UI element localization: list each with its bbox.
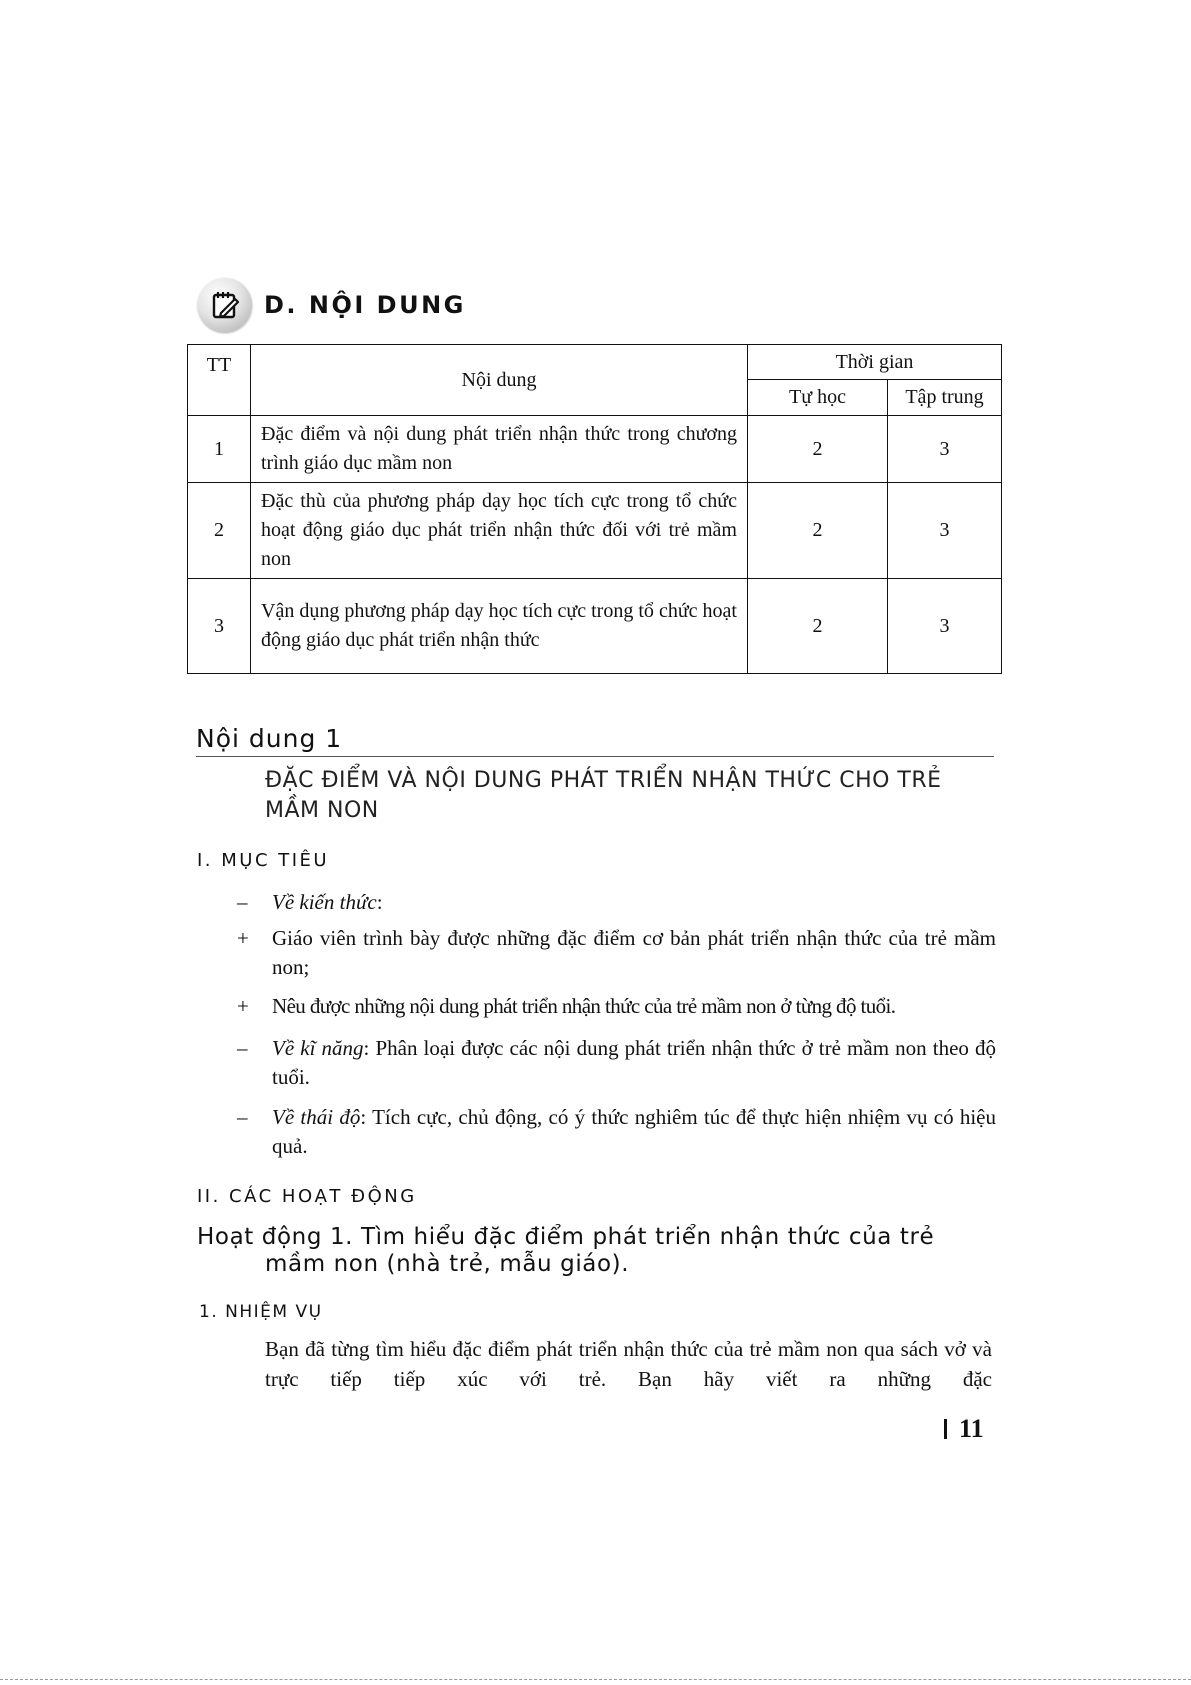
table-row xyxy=(188,483,1002,579)
row-group: 3 xyxy=(888,579,1002,674)
objective-label: Về kiến thức xyxy=(272,890,377,914)
row-group: 3 xyxy=(888,483,1002,579)
notepad-pencil-icon xyxy=(198,278,252,332)
objective-text: : xyxy=(376,890,383,914)
row-tt: 1 xyxy=(188,416,251,483)
row-content: Đặc điểm và nội dung phát triển nhận thức trong chương trình giáo dục mầm non xyxy=(251,416,748,483)
objective-label: Về kĩ năng xyxy=(272,1036,364,1060)
row-tt: 2 xyxy=(188,483,251,579)
list-item xyxy=(230,1103,996,1161)
header-time: Thời gian xyxy=(748,345,1002,380)
header-group: Tập trung xyxy=(888,380,1002,416)
objective-label: Về thái độ xyxy=(272,1105,361,1129)
objectives-heading: I. MỤC TIÊU xyxy=(197,850,330,871)
activity-title xyxy=(197,1224,987,1278)
row-content: Vận dụng phương pháp dạy học tích cực trong tổ chức hoạt động giáo dục phát triển nhận thức xyxy=(251,579,748,674)
row-content: Đặc thù của phương pháp dạy học tích cực trong tổ chức hoạt động giáo dục phát triển nhận thức đối với trẻ mầm non xyxy=(251,483,748,579)
header-content: Nội dung xyxy=(251,345,748,416)
row-self-study: 2 xyxy=(748,483,888,579)
header-tt: TT xyxy=(188,345,251,416)
activity-title-line2: mầm non (nhà trẻ, mẫu giáo). xyxy=(265,1251,630,1277)
header-self-study: Tự học xyxy=(748,380,888,416)
content-subtitle: ĐẶC ĐIỂM VÀ NỘI DUNG PHÁT TRIỂN NHẬN THỨC CHO TRẺ MẦM NON xyxy=(265,768,942,823)
page-number-bar xyxy=(944,1419,947,1439)
list-marker: – xyxy=(237,1036,248,1060)
list-item xyxy=(230,924,996,982)
list-item xyxy=(230,888,996,917)
objective-text: Nêu được những nội dung phát triển nhận thức của trẻ mầm non ở từng độ tuổi. xyxy=(272,994,896,1018)
task-heading: 1. NHIỆM VỤ xyxy=(199,1302,323,1322)
list-marker: – xyxy=(237,890,248,914)
list-marker: + xyxy=(237,926,249,950)
page-number xyxy=(944,1414,984,1444)
list-item xyxy=(230,1034,996,1092)
list-item xyxy=(230,992,996,1021)
objective-text: Giáo viên trình bày được những đặc điểm cơ bản phát triển nhận thức của trẻ mầm non; xyxy=(272,926,996,979)
section-title: D. NỘI DUNG xyxy=(264,291,466,319)
objective-text: : Phân loại được các nội dung phát triển nhận thức ở trẻ mầm non theo độ tuổi. xyxy=(272,1036,996,1089)
table-row xyxy=(188,416,1002,483)
row-group: 3 xyxy=(888,416,1002,483)
content-table xyxy=(187,344,1002,674)
list-marker: – xyxy=(237,1105,248,1129)
activity-title-line1: Hoạt động 1. Tìm hiểu đặc điểm phát triển nhận thức của trẻ xyxy=(197,1224,935,1250)
row-self-study: 2 xyxy=(748,579,888,674)
section-header xyxy=(198,277,466,333)
activities-heading: II. CÁC HOẠT ĐỘNG xyxy=(197,1186,417,1207)
row-self-study: 2 xyxy=(748,416,888,483)
content-title-divider xyxy=(196,756,994,757)
table-row xyxy=(188,579,1002,674)
objective-text: : Tích cực, chủ động, có ý thức nghiêm túc để thực hiện nhiệm vụ có hiệu quả. xyxy=(272,1105,997,1158)
page-number-value: 11 xyxy=(959,1414,984,1443)
task-paragraph: Bạn đã từng tìm hiểu đặc điểm phát triển nhận thức của trẻ mầm non qua sách vở và trực tiếp tiếp xúc với trẻ. Bạn hãy viết ra những đặc xyxy=(265,1337,992,1391)
row-tt: 3 xyxy=(188,579,251,674)
content-title: Nội dung 1 xyxy=(196,724,343,753)
list-marker: + xyxy=(237,994,249,1018)
page-bottom-edge xyxy=(0,1679,1191,1680)
